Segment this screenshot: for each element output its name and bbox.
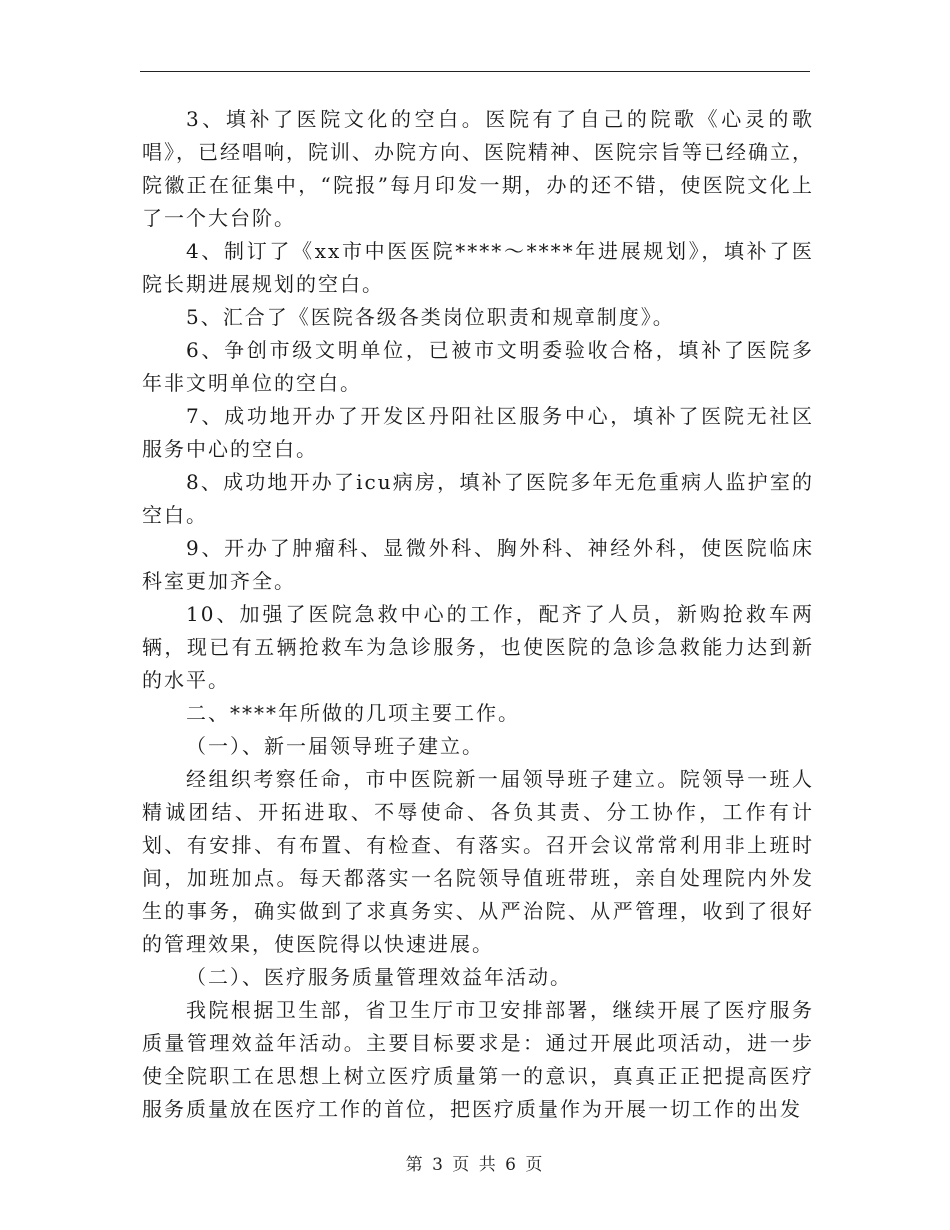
- paragraph-9: 9、开办了肿瘤科、显微外科、胸外科、神经外科，使医院临床科室更加齐全。: [142, 536, 814, 593]
- paragraph-10: 10、加强了医院急救中心的工作，配齐了人员，新购抢救车两辆，现已有五辆抢救车为急诊服务，也使医院的急诊急救能力达到新的水平。: [142, 602, 814, 692]
- subsection-heading-1: （一）、新一届领导班子建立。: [186, 734, 484, 758]
- paragraph-8: 8、成功地开办了icu病房，填补了医院多年无危重病人监护室的空白。: [142, 470, 814, 527]
- page-number-footer: 第 3 页 共 6 页: [405, 1155, 545, 1175]
- paragraph-quality: 我院根据卫生部，省卫生厅市卫安排部署，继续开展了医疗服务质量管理效益年活动。主要目标要求是：通过开展此项活动，进一步使全院职工在思想上树立医疗质量第一的意识，真真正正把提高医疗服务质量放在医疗工作的首位，把医疗质量作为开展一切工作的出发: [142, 998, 814, 1121]
- document-body: [142, 103, 814, 1126]
- paragraph-3: 3、填补了医院文化的空白。医院有了自己的院歌《心灵的歌唱》，已经唱响，院训、办院方向、医院精神、医院宗旨等已经确立，院徽正在征集中，“院报”每月印发一期，办的还不错，使医院文化上了一个大台阶。: [142, 107, 814, 230]
- header-rule: [140, 71, 810, 72]
- subsection-heading-2: （二）、医疗服务质量管理效益年活动。: [186, 965, 572, 989]
- section-heading-2: 二、****年所做的几项主要工作。: [186, 701, 520, 725]
- paragraph-7: 7、成功地开办了开发区丹阳社区服务中心，填补了医院无社区服务中心的空白。: [142, 404, 814, 461]
- paragraph-5: 5、汇合了《医院各级各类岗位职责和规章制度》。: [186, 305, 675, 329]
- paragraph-4: 4、制订了《xx市中医医院****～****年进展规划》，填补了医院长期进展规划的空白。: [142, 239, 814, 296]
- paragraph-leadership: 经组织考察任命，市中医院新一届领导班子建立。院领导一班人精诚团结、开拓进取、不辱使命、各负其责、分工协作，工作有计划、有安排、有布置、有检查、有落实。召开会议常常利用非上班时间，加班加点。每天都落实一名院领导值班带班，亲自处理院内外发生的事务，确实做到了求真务实、从严治院、从严管理，收到了很好的管理效果，使医院得以快速进展。: [142, 767, 814, 956]
- paragraph-6: 6、争创市级文明单位，已被市文明委验收合格，填补了医院多年非文明单位的空白。: [142, 338, 814, 395]
